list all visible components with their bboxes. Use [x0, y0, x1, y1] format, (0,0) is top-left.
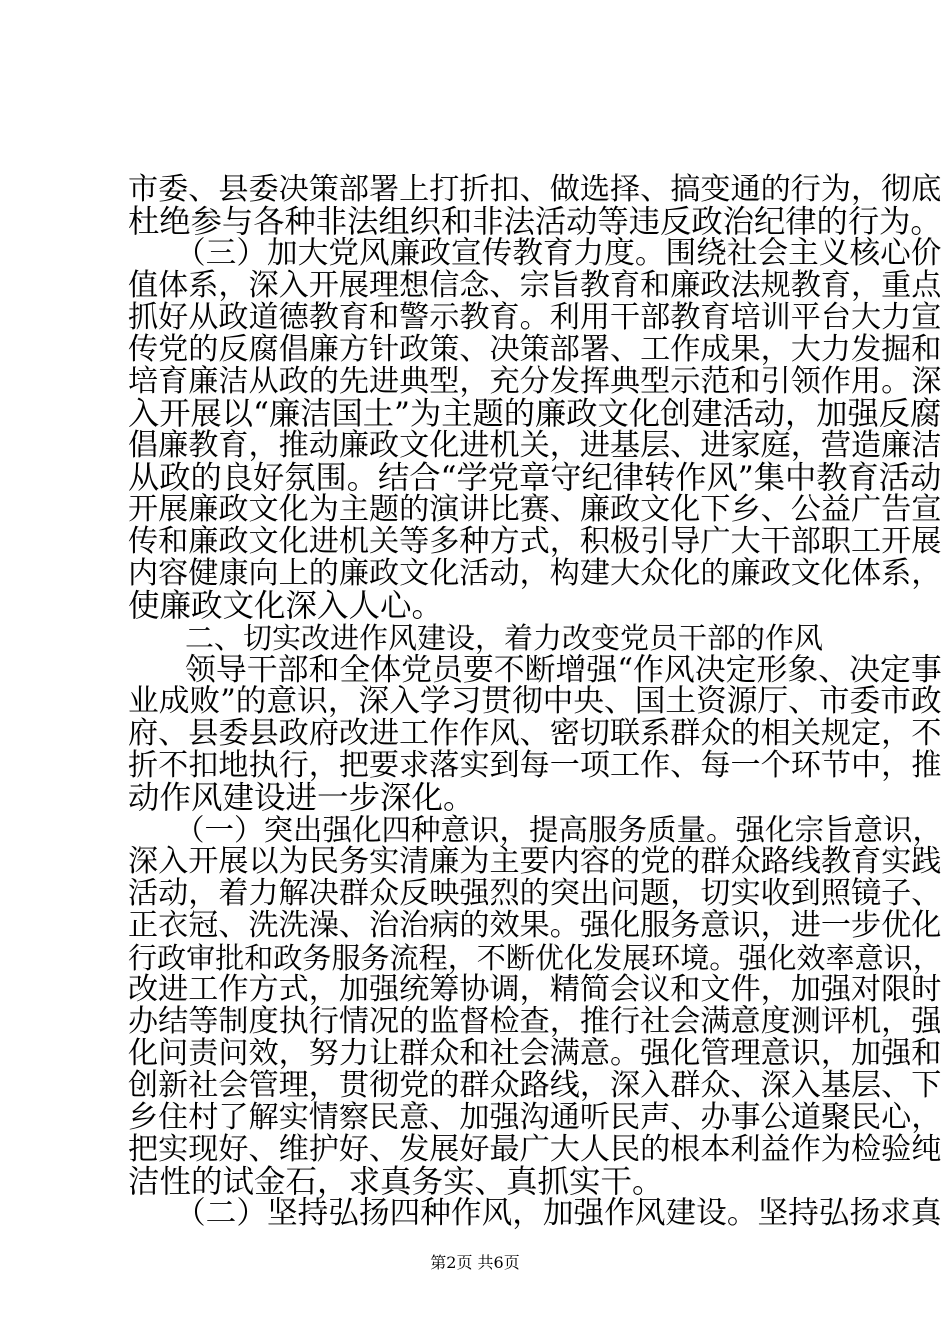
text-line: 值体系，深入开展理想信念、宗旨教育和廉政法规教育，重点 — [128, 268, 942, 303]
page-number: 第2页 共6页 — [430, 1253, 520, 1272]
paragraph-heading: （三）加大党风廉政宣传教育力度。围绕社会主义核心价 — [175, 236, 942, 271]
text-line: 入开展以“廉洁国土”为主题的廉政文化创建活动，加强反腐 — [128, 396, 942, 432]
text-line: 培育廉洁从政的先进典型，充分发挥典型示范和引领作用。深 — [128, 364, 942, 399]
text-line: 活动，着力解决群众反映强烈的突出问题，切实收到照镜子、 — [128, 876, 942, 911]
text-line: 内容健康向上的廉政文化活动，构建大众化的廉政文化体系， — [128, 556, 942, 591]
text-line: 传党的反腐倡廉方针政策、决策部署、工作成果，大力发掘和 — [128, 332, 942, 367]
section-heading: 二、切实改进作风建设，着力改变党员干部的作风 — [185, 621, 824, 655]
text-line: 开展廉政文化为主题的演讲比赛、廉政文化下乡、公益广告宣 — [128, 492, 942, 527]
text-line: 化问责问效，努力让群众和社会满意。强化管理意识，加强和 — [128, 1036, 942, 1071]
text-line: 行政审批和政务服务流程，不断优化发展环境。强化效率意识， — [128, 941, 942, 975]
text-line: 把实现好、维护好、发展好最广大人民的根本利益作为检验纯 — [128, 1132, 942, 1167]
text-line: 创新社会管理，贯彻党的群众路线，深入群众、深入基层、下 — [128, 1068, 942, 1103]
text-line: 杜绝参与各种非法组织和非法活动等违反政治纪律的行为。 — [128, 204, 942, 240]
paragraph-start: 领导干部和全体党员要不断增强“作风决定形象、决定事 — [185, 652, 942, 688]
text-line: 办结等制度执行情况的监督检查，推行社会满意度测评机，强 — [128, 1004, 942, 1039]
text-line: 深入开展以为民务实清廉为主要内容的党的群众路线教育实践 — [128, 844, 942, 879]
text-line: 业成败”的意识，深入学习贯彻中央、国土资源厅、市委市政 — [128, 684, 942, 719]
text-line: 倡廉教育，推动廉政文化进机关，进基层、进家庭，营造廉洁 — [128, 428, 942, 463]
text-line: 折不扣地执行，把要求落实到每一项工作、每一个环节中，推 — [128, 748, 942, 783]
text-line: 传和廉政文化进机关等多种方式，积极引导广大干部职工开展 — [128, 524, 942, 559]
text-line: 府、县委县政府改进工作作风、密切联系群众的相关规定，不 — [128, 716, 942, 751]
text-line: 改进工作方式，加强统筹协调，精简会议和文件，加强对限时 — [128, 972, 942, 1007]
text-line: 市委、县委决策部署上打折扣、做选择、搞变通的行为，彻底 — [128, 172, 942, 207]
text-line: 乡住村了解实情察民意、加强沟通听民声、办事公道聚民心， — [128, 1100, 942, 1135]
text-line: 洁性的试金石，求真务实、真抓实干。 — [128, 1164, 664, 1200]
text-line: 抓好从政道德教育和警示教育。利用干部教育培训平台大力宣 — [128, 300, 942, 335]
text-line: 动作风建设进一步深化。 — [128, 780, 475, 816]
paragraph-heading: （一）突出强化四种意识，提高服务质量。强化宗旨意识， — [175, 813, 943, 847]
text-line: 正衣冠、洗洗澡、治治病的效果。强化服务意识，进一步优化 — [128, 908, 942, 943]
text-line: 从政的良好氛围。结合“学党章守纪律转作风”集中教育活动 — [128, 460, 942, 496]
text-line: 使廉政文化深入人心。 — [128, 588, 444, 624]
paragraph-heading: （二）坚持弘扬四种作风，加强作风建设。坚持弘扬求真 — [175, 1196, 942, 1231]
